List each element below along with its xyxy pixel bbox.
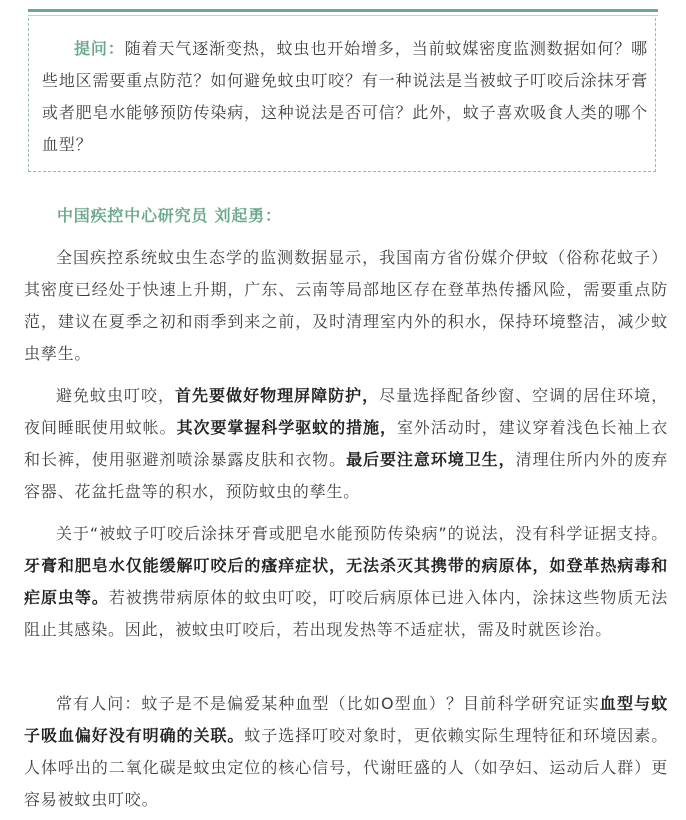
- paragraph-text: 尽量选择配备纱窗、空调的居住环境，夜间睡眠使用蚊帐。: [24, 386, 668, 437]
- header-divider-thick: [28, 9, 658, 12]
- emphasis-text: 血型与蚊子吸血偏好没有明确的关联。: [24, 694, 668, 745]
- paragraph-prevention: [24, 380, 668, 508]
- question-label: 提问：: [74, 39, 125, 58]
- emphasis-text: 其次要掌握科学驱蚊的措施，: [176, 418, 397, 437]
- paragraph-text: 清理住所内外的废弃容器、花盆托盘等的积水，预防蚊虫的孳生。: [24, 450, 669, 501]
- paragraph-text: 关于“被蚊子叮咬后涂抹牙膏或肥皂水能预防传染病”的说法，没有科学证据支持。: [56, 524, 668, 543]
- paragraph-text: 室外活动时，建议穿着浅色长袖上衣和长裤，使用驱避剂喷涂暴露皮肤和衣物。: [24, 418, 668, 469]
- paragraph-toothpaste-claim: [24, 518, 668, 646]
- paragraph-monitoring-text: 全国疾控系统蚊虫生态学的监测数据显示，我国南方省份媒介伊蚊（俗称花蚊子）其密度已经处于快速上升期，广东、云南等局部地区存在登革热传播风险，需要重点防范，建议在夏季之初和雨季到来之前，及时清理室内外的积水，保持环境整洁，减少蚊虫孳生。: [24, 248, 668, 363]
- question-text: [42, 33, 648, 161]
- header-divider-thin: [28, 15, 658, 16]
- emphasis-text: 最后要注意环境卫生，: [346, 450, 516, 469]
- paragraph-text: 避免蚊虫叮咬，: [56, 386, 176, 405]
- paragraph-text: 常有人问：蚊子是不是偏爱某种血型（比如O型血）？目前科学研究证实: [56, 694, 600, 713]
- question-body: 随着天气逐渐变热，蚊虫也开始增多，当前蚊媒密度监测数据如何？哪些地区需要重点防范？如何避免蚊虫叮咬？有一种说法是当被蚊子叮咬后涂抹牙膏或者肥皂水能够预防传染病，这种说法是否可信？此外，蚊子喜欢吸食人类的哪个血型？: [42, 39, 648, 154]
- paragraph-text: 若被携带病原体的蚊虫叮咬，叮咬后病原体已进入体内，涂抹这些物质无法阻止其感染。因此，被蚊虫叮咬后，若出现发热等不适症状，需及时就医诊治。: [24, 588, 668, 639]
- paragraph-monitoring: [24, 242, 668, 370]
- emphasis-text: 牙膏和肥皂水仅能缓解叮咬后的瘙痒症状，无法杀灭其携带的病原体，如登革热病毒和疟原虫等。: [24, 556, 668, 607]
- paragraph-blood-type: [24, 688, 668, 816]
- paragraph-text: 蚊子选择叮咬对象时，更依赖实际生理特征和环境因素。人体呼出的二氧化碳是蚊虫定位的核心信号，代谢旺盛的人（如孕妇、运动后人群）更容易被蚊虫叮咬。: [24, 726, 668, 809]
- emphasis-text: 首先要做好物理屏障防护，: [175, 386, 380, 405]
- speaker-name: 中国疾控中心研究员 刘起勇：: [57, 206, 282, 225]
